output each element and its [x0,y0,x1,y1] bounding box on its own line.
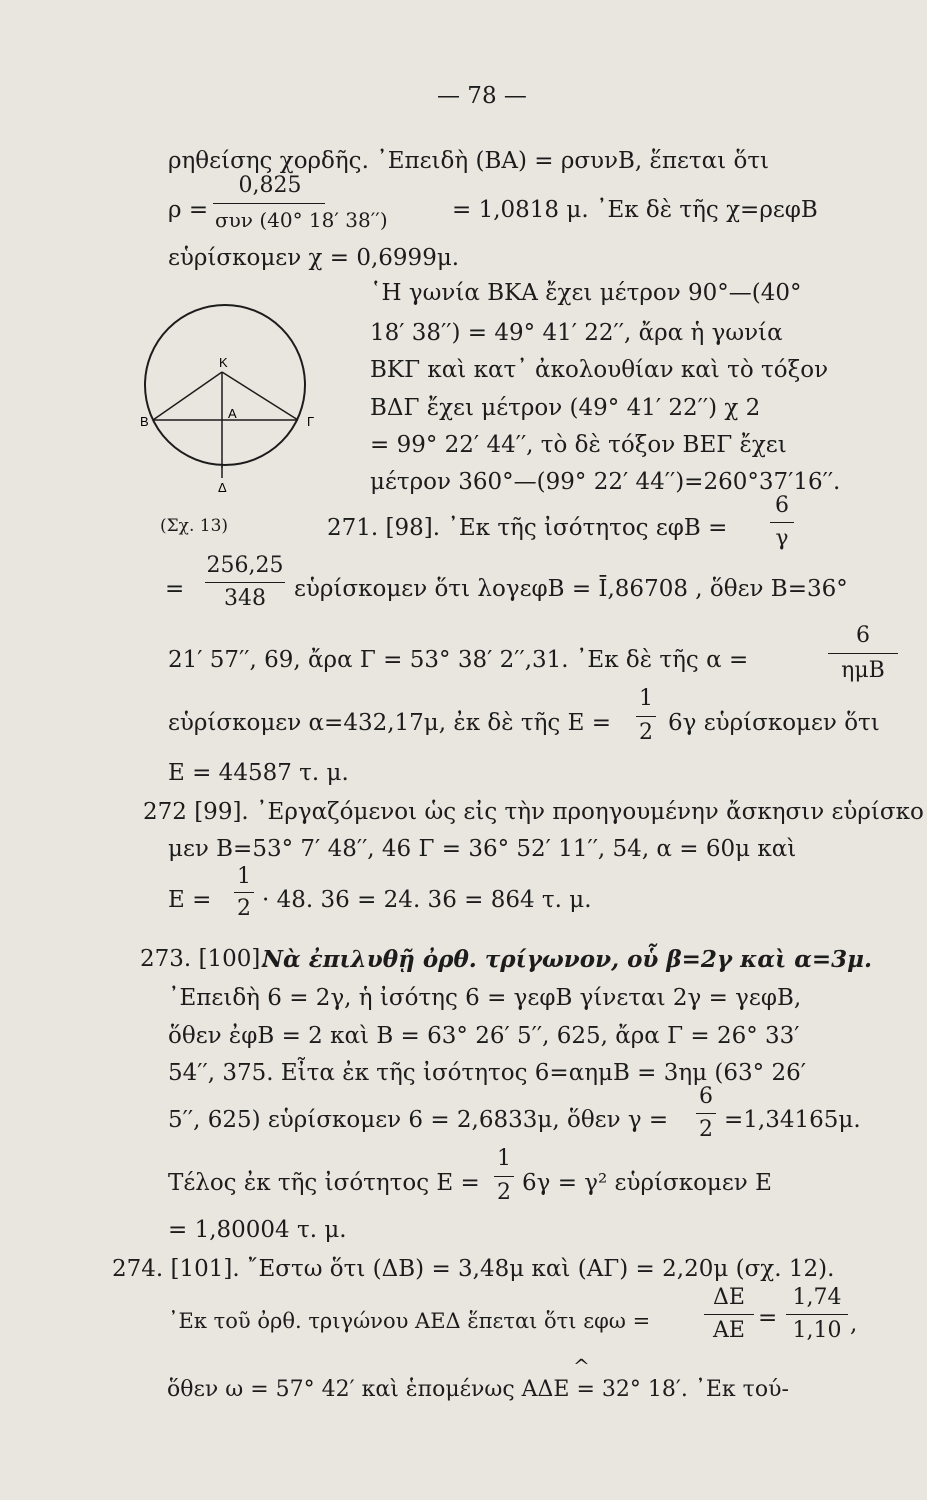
figure-label-b: Β [140,414,149,429]
text-line: εὑρίσκομεν α=432,17μ, ἐκ δὲ τῆς Ε = [168,710,611,736]
fraction-denominator: συν (40° 18′ 38′′) [215,208,388,232]
text-line: Ε = 44587 τ. μ. [168,760,349,786]
text-line: μεν Β=53° 7′ 48′′, 46 Γ = 36° 52′ 11′′, 54, α = 60μ καὶ [168,836,797,862]
text-line: ῾Η γωνία ΒΚΑ ἔχει μέτρον 90°—(40° [370,280,802,306]
text-line: 6γ εὑρίσκομεν ὅτι [668,710,880,736]
text-line: ρ = [168,197,209,223]
text-line: Ε = [168,887,212,913]
fraction-denominator: 2 [699,1117,713,1142]
circle-figure [140,280,340,510]
fraction-bar [205,582,285,583]
figure-label-k: Κ [219,355,228,370]
text-line: ὅθεν ω = 57° 42′ καὶ ἑπομένως ΑΔΕ = 32° 18′. ᾿Εκ τού- [167,1377,789,1402]
text-line: εὑρίσκομεν ὅτι λογεφΒ = Ī,86708 , ὅθεν Β=36° [294,576,848,602]
text-line: ὅθεν ἐφΒ = 2 καὶ Β = 63° 26′ 5′′, 625, ἄρα Γ = 26° 33′ [168,1023,800,1049]
fraction-numerator: 1 [237,864,251,889]
fraction-numerator: 6 [775,493,789,518]
text-line: · 48. 36 = 24. 36 = 864 τ. μ. [262,887,592,913]
text-line: ᾿Επειδὴ 6 = 2γ, ἡ ἰσότης 6 = γεφΒ γίνεται 2γ = γεφΒ, [168,985,802,1011]
fraction-bar [704,1314,754,1315]
figure-radius-kb [153,372,222,420]
text-line: 18′ 38′′) = 49° 41′ 22′′, ἄρα ἡ γωνία [370,320,783,346]
text-line: =1,34165μ. [724,1107,861,1133]
text-line: Τέλος ἐκ τῆς ἰσότητος Ε = [168,1170,480,1196]
figure-label-g: Γ [307,414,315,429]
fraction-numerator: 6 [699,1084,713,1109]
fraction-bar [234,892,254,893]
text-line: εὑρίσκομεν χ = 0,6999μ. [168,245,460,271]
text-line: 21′ 57′′, 69, ἄρα Γ = 53° 38′ 2′′,31. ᾿Εκ δὲ τῆς α = [168,647,749,673]
text-line: 271. [98]. ᾿Εκ τῆς ἰσότητος εφΒ = [327,515,728,541]
text-line: = 99° 22′ 44′′, τὸ δὲ τόξον ΒΕΓ ἔχει [370,432,787,458]
page-number: — 78 — [437,83,527,109]
fraction-bar [696,1113,716,1114]
fraction-numerator: 256,25 [206,553,284,578]
text-line: ᾿Εκ τοῦ ὀρθ. τριγώνου ΑΕΔ ἕπεται ὅτι εφω = [168,1309,651,1333]
figure-caption: (Σχ. 13) [160,516,229,536]
figure-label-d: Δ [218,480,227,495]
text-line: 5′′, 625) εὑρίσκομεν 6 = 2,6833μ, ὅθεν γ = [168,1107,669,1133]
fraction-numerator: 1,74 [792,1285,842,1310]
fraction-denominator: 2 [237,896,251,921]
text-line: ΒΚΓ καὶ κατ᾿ ἀκολουθίαν καὶ τὸ τόξον [370,357,829,383]
text-line: μέτρον 360°—(99° 22′ 44′′)=260°37′16′′. [370,469,841,495]
text-line: , [850,1311,858,1337]
problem-statement: Νὰ ἐπιλυθῇ ὀρθ. τρίγωνον, οὗ β=2γ καὶ α=3μ. [262,946,873,973]
text-line: 6γ = γ² εὑρίσκομεν Ε [522,1170,772,1196]
fraction-bar [494,1176,514,1177]
text-line: 273. [100]. [140,946,268,972]
text-line: = [758,1305,778,1331]
fraction-numerator: ΔΕ [713,1285,745,1310]
fraction-denominator: γ [775,526,789,551]
fraction-bar [786,1314,848,1315]
fraction-numerator: 6 [856,623,870,648]
text-line: 54′′, 375. Εἶτα ἐκ τῆς ἰσότητος 6=αημΒ = 3ημ (63° 26′ [168,1060,806,1086]
fraction-denominator: 348 [224,586,266,611]
fraction-numerator: 0,825 [238,173,302,198]
text-line: = [165,576,185,602]
fraction-bar [828,653,898,654]
text-line: ΒΔΓ ἔχει μέτρον (49° 41′ 22′′) χ 2 [370,395,761,421]
fraction-denominator: 2 [639,720,653,745]
fraction-numerator: 1 [639,686,653,711]
fraction-denominator: 2 [497,1180,511,1205]
figure-label-a: Α [228,406,237,421]
fraction-bar [636,716,656,717]
figure-circle [145,305,305,465]
text-line: 274. [101]. ῎Εστω ὅτι (ΔΒ) = 3,48μ καὶ (ΑΓ) = 2,20μ (σχ. 12). [112,1256,835,1282]
text-line: 272 [99]. ᾿Εργαζόμενοι ὡς εἰς τὴν προηγουμένην ἄσκησιν εὑρίσκο [143,799,924,825]
fraction-denominator: 1,10 [792,1318,842,1343]
fraction-bar [213,203,325,204]
fraction-bar [770,522,794,523]
text-line: ρηθείσης χορδῆς. ᾿Επειδὴ (ΒΑ) = ρσυνΒ, ἕπεται ὅτι [168,148,770,174]
fraction-denominator: ΑΕ [713,1318,745,1343]
text-line: = 1,0818 μ. ᾿Εκ δὲ τῆς χ=ρεφΒ [452,197,818,223]
fraction-numerator: 1 [497,1146,511,1171]
fraction-denominator: ημΒ [841,658,885,683]
text-line: = 1,80004 τ. μ. [168,1217,347,1243]
angle-hat: ^ [573,1354,590,1378]
